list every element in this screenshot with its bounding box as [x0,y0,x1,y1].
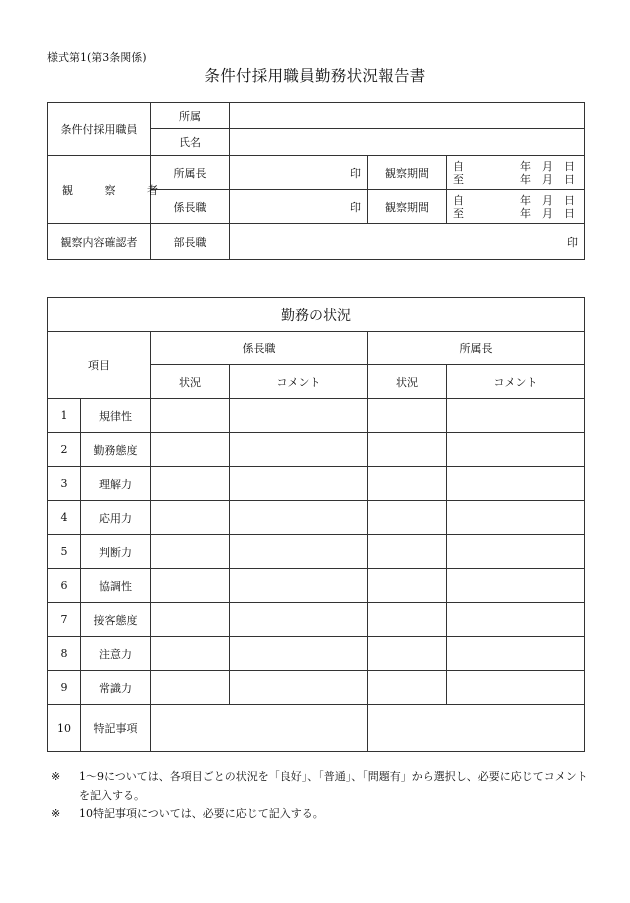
dept-head-comment-cell[interactable] [447,603,585,637]
item-row [48,603,585,637]
section-chief-status-cell[interactable] [151,637,230,671]
item-label: 注意力 [81,637,151,671]
item-number: 4 [48,501,81,535]
item-label: 接客態度 [81,603,151,637]
dept-head-status-cell[interactable] [368,671,447,705]
from-label: 自 [453,193,464,207]
note-mark: ※ [51,770,61,783]
note-item [47,768,592,805]
item-row [48,467,585,501]
confirmer-label: 観察内容確認者 [48,224,151,260]
employee-label: 条件付採用職員 [48,103,151,156]
dept-head-label: 所属長 [151,156,230,190]
item-label: 理解力 [81,467,151,501]
form-number: 様式第1(第3条関係) [47,51,147,64]
dept-head-comment-cell[interactable] [447,433,585,467]
item-number: 1 [48,399,81,433]
dept-head-comment-cell[interactable] [447,535,585,569]
item-label: 協調性 [81,569,151,603]
item-label: 判断力 [81,535,151,569]
dept-head-status-cell[interactable] [368,501,447,535]
section-chief-status-cell[interactable] [151,467,230,501]
item-row [48,569,585,603]
year-label: 年 [520,206,532,220]
section-chief-status-cell[interactable] [151,535,230,569]
day-label: 日 [564,172,576,186]
month-label: 月 [542,172,554,186]
item-label: 勤務態度 [81,433,151,467]
item-number: 8 [48,637,81,671]
dept-head-special-cell[interactable] [368,705,585,752]
seal-mark: 印 [350,166,361,180]
dept-head-status-cell[interactable] [368,569,447,603]
dept-head-status-cell[interactable] [368,399,447,433]
section-chief-status-cell[interactable] [151,569,230,603]
affiliation-field[interactable] [230,103,585,129]
item-number: 10 [48,705,81,752]
notes [47,768,592,824]
item-row [48,501,585,535]
seal-mark: 印 [350,200,361,214]
period-label: 観察期間 [368,190,447,224]
dept-head-period-field[interactable] [447,156,585,190]
year-label: 年 [520,159,532,173]
name-field[interactable] [230,129,585,156]
month-label: 月 [542,193,554,207]
status-header: 状況 [368,365,447,399]
note-text: 10特記事項については、必要に応じて記入する。 [79,807,324,820]
dept-head-comment-cell[interactable] [447,569,585,603]
item-label: 特記事項 [81,705,151,752]
page-title: 条件付採用職員勤務状況報告書 [204,67,426,85]
info-table [47,102,585,260]
month-label: 月 [542,206,554,220]
section-chief-comment-cell[interactable] [230,569,368,603]
dept-head-header: 所属長 [368,332,585,365]
section-chief-status-cell[interactable] [151,603,230,637]
year-label: 年 [520,193,532,207]
note-item [47,805,592,824]
note-mark: ※ [51,807,61,820]
dept-head-comment-cell[interactable] [447,399,585,433]
section-chief-comment-cell[interactable] [230,501,368,535]
dept-head-comment-cell[interactable] [447,501,585,535]
status-table [47,297,585,752]
dept-head-status-cell[interactable] [368,535,447,569]
period-label: 観察期間 [368,156,447,190]
dept-head-comment-cell[interactable] [447,637,585,671]
section-chief-status-cell[interactable] [151,501,230,535]
item-number: 6 [48,569,81,603]
section-chief-comment-cell[interactable] [230,433,368,467]
seal-mark: 印 [567,235,579,249]
item-row [48,637,585,671]
item-label: 応用力 [81,501,151,535]
section-chief-special-cell[interactable] [151,705,368,752]
from-label: 自 [453,159,464,173]
note-text: 1〜9については、各項目ごとの状況を「良好」、「普通」、「問題有」から選択し、必要に応じてコメントを記入する。 [79,770,588,802]
dept-head-status-cell[interactable] [368,603,447,637]
day-label: 日 [564,159,576,173]
section-chief-status-cell[interactable] [151,399,230,433]
special-notes-row [48,705,585,752]
name-label: 氏名 [151,129,230,156]
section-chief-comment-cell[interactable] [230,535,368,569]
year-label: 年 [520,172,532,186]
division-head-label: 部長職 [151,224,230,260]
comment-header: コメント [447,365,585,399]
section-title: 勤務の状況 [48,298,585,332]
section-chief-status-cell[interactable] [151,433,230,467]
dept-head-seal-field[interactable] [230,156,368,190]
dept-head-status-cell[interactable] [368,467,447,501]
item-header: 項目 [48,332,151,399]
section-chief-comment-cell[interactable] [230,637,368,671]
item-row [48,671,585,705]
dept-head-status-cell[interactable] [368,433,447,467]
item-number: 3 [48,467,81,501]
section-chief-comment-cell[interactable] [230,603,368,637]
affiliation-label: 所属 [151,103,230,129]
dept-head-comment-cell[interactable] [447,671,585,705]
month-label: 月 [542,159,554,173]
item-row [48,535,585,569]
day-label: 日 [564,206,576,220]
item-number: 2 [48,433,81,467]
item-row [48,399,585,433]
comment-header: コメント [230,365,368,399]
section-chief-comment-cell[interactable] [230,671,368,705]
item-number: 9 [48,671,81,705]
dept-head-status-cell[interactable] [368,637,447,671]
item-number: 7 [48,603,81,637]
section-chief-seal-field[interactable] [230,190,368,224]
division-head-seal-field[interactable] [230,224,585,260]
section-chief-status-cell[interactable] [151,671,230,705]
item-label: 規律性 [81,399,151,433]
section-chief-period-field[interactable] [447,190,585,224]
observer-label: 観 察 者 [48,156,151,224]
dept-head-comment-cell[interactable] [447,467,585,501]
item-number: 5 [48,535,81,569]
section-chief-comment-cell[interactable] [230,467,368,501]
status-header: 状況 [151,365,230,399]
to-label: 至 [453,172,464,186]
day-label: 日 [564,193,576,207]
to-label: 至 [453,206,464,220]
item-row [48,433,585,467]
section-chief-comment-cell[interactable] [230,399,368,433]
section-chief-label: 係長職 [151,190,230,224]
item-label: 常識力 [81,671,151,705]
section-chief-header: 係長職 [151,332,368,365]
